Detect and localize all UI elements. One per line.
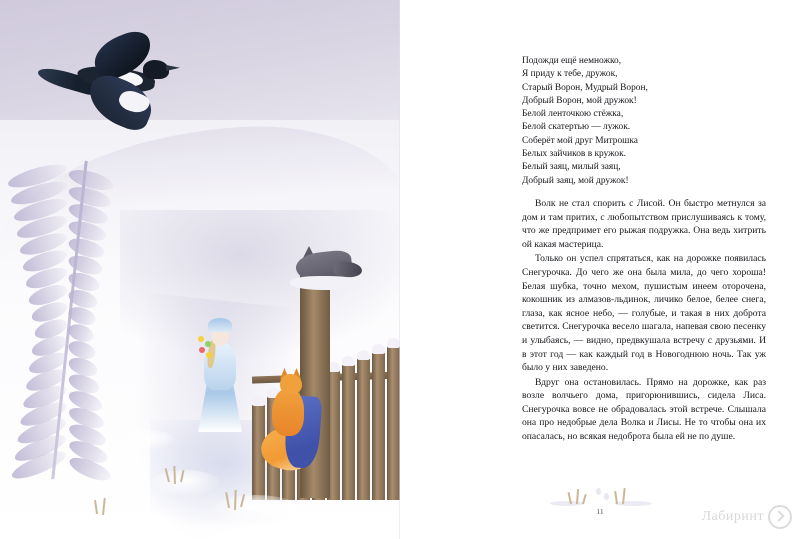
magpie-head — [143, 60, 169, 79]
snow-drop — [604, 493, 609, 500]
wolf-snow-cap — [290, 276, 364, 290]
snow-tuft — [120, 430, 175, 450]
snow-maiden-flowers — [198, 336, 214, 358]
snow-mound — [614, 501, 652, 506]
labirint-logo-icon — [768, 505, 792, 529]
fox-body — [272, 388, 304, 436]
poem-line: Добрый Ворон, мой дружок! — [522, 95, 637, 106]
poem-block — [522, 55, 766, 188]
poem-line: Соберёт мой друг Митрошка — [522, 135, 638, 146]
poem-line: Я приду к тебе, дружок, — [522, 69, 618, 80]
grass-blade — [582, 494, 587, 504]
snow-tuft — [150, 470, 220, 496]
frosted-fern — [0, 160, 140, 490]
footer-ornament — [540, 486, 660, 506]
fox-head — [280, 374, 302, 394]
paragraph: Вдруг она остановилась. Прямо на дорожке, как раз возле волчьего дома, пригорюнившись, сидела Лиса. Снегурочка вовсе не обрадовалась этой встрече. Слышала она про недобрые дела Волка и Лисы. Не то чтобы она их опасалась, но всякая недоброта была ей не по душе. — [522, 376, 766, 443]
prose-block — [522, 197, 766, 444]
paragraph: Только он успел спрятаться, как на дорожке появилась Снегурочка. До чего же она была мила, до чего хороша! Белая шубка, точно мехом, пушистым инеем оторочена, кокошник из алмазов-льдинок, личико белое, белее снега, глаза, как ясное небо, — голубые, и такая в них доброта светится. Снегурочка весело шагала, напевая свою песенку и улыбаясь, — видно, предвкушала встречу с друзьями. И в этот год — как каждый год в Новогоднюю ночь. Так уж было у них заведено. — [522, 253, 766, 374]
text-column — [522, 55, 766, 445]
fox-character — [268, 368, 322, 488]
poem-line: Старый Ворон, Мудрый Ворон, — [522, 82, 648, 93]
grass-blade — [614, 491, 618, 504]
watermark-label: Лабиринт — [701, 509, 764, 524]
wolf-head-post — [290, 246, 364, 294]
page-number: 11 — [596, 507, 604, 516]
snow-mound — [550, 501, 584, 506]
poem-line: Белых зайчиков в кружок. — [522, 149, 626, 160]
poem-line: Белой скатертью — лужок. — [522, 122, 631, 133]
fence-picket — [372, 352, 385, 500]
watermark — [702, 505, 792, 529]
magpie-beak — [166, 65, 180, 71]
poem-line: Белой ленточкою стёжка, — [522, 109, 624, 120]
poem-line: Подожди ещё немножко, — [522, 56, 622, 66]
snow-tuft — [250, 500, 330, 524]
snow-maiden-kokoshnik — [208, 318, 232, 332]
snow-drop — [596, 488, 601, 495]
magpie-bird — [35, 32, 185, 142]
fence-picket — [357, 358, 370, 500]
snow-maiden — [190, 306, 250, 436]
text-page — [400, 0, 800, 539]
paragraph: Волк не стал спорить с Лисой. Он быстро метнулся за дом и там притих, с любопытством прислушиваясь к тому, что же предпримет его рыжая подружка. Она ведь хитрить ой какая мастерица. — [522, 197, 766, 250]
fence-picket — [342, 364, 355, 500]
poem-line: Добрый заяц, мой дружок! — [522, 175, 629, 186]
poem-line: Белый заяц, милый заяц, — [522, 162, 621, 173]
